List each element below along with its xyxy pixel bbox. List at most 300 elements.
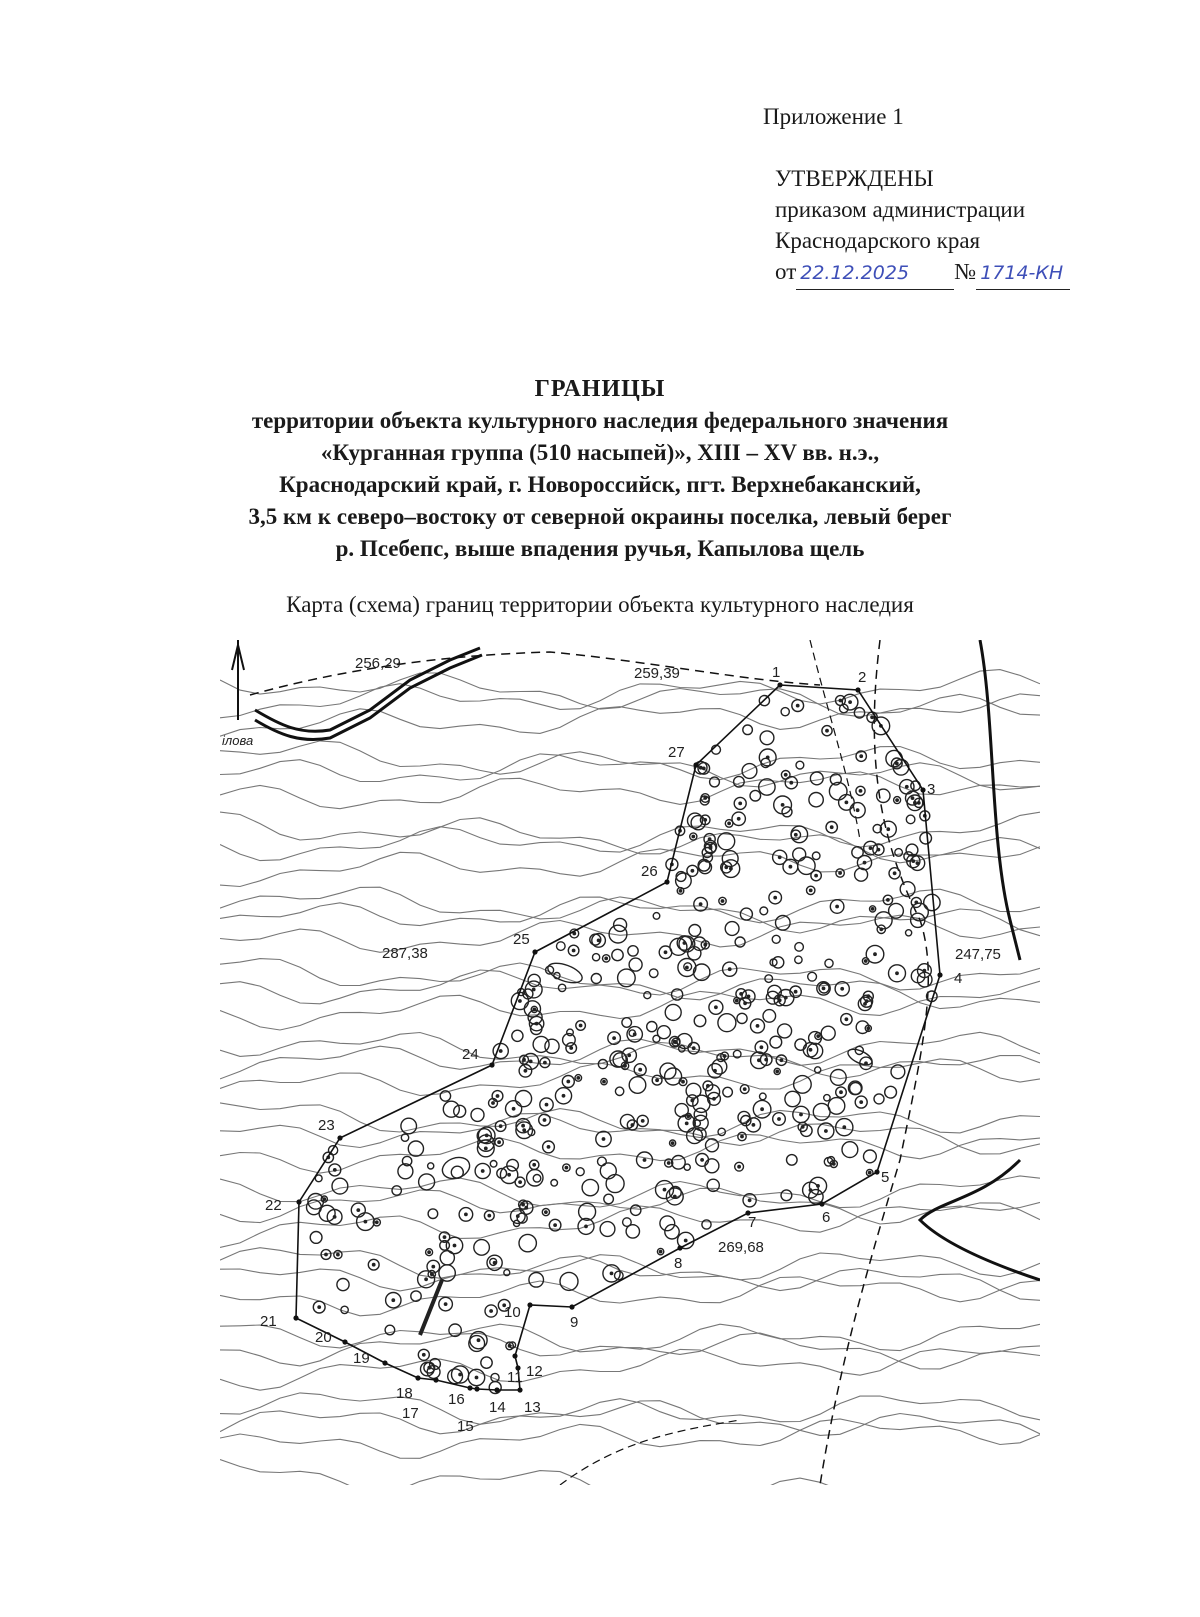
mound-center [825, 1130, 827, 1132]
mound-center [849, 701, 851, 703]
mound-center [859, 790, 861, 792]
elevation-label: 247,75 [955, 946, 1001, 963]
mound-center [545, 1103, 547, 1105]
mound-circle [558, 984, 565, 991]
mound-center [794, 991, 796, 993]
mound-center [610, 1272, 612, 1274]
mound-center [713, 1098, 715, 1100]
boundary-vertex [569, 1304, 574, 1309]
mound-center [693, 1047, 695, 1049]
mound-circle [763, 1010, 776, 1023]
mound-center [643, 1159, 645, 1161]
mound-center [687, 1115, 689, 1117]
contour-line [220, 670, 1040, 718]
mound-center [659, 1250, 661, 1252]
mound-center [860, 755, 862, 757]
vertex-number-label: 3 [927, 781, 936, 798]
mound-center [686, 966, 688, 968]
mound-circle [604, 1194, 614, 1204]
heading-line-5: р. Псебепс, выше впадения ручья, Капылова щель [335, 536, 865, 561]
mound-center [634, 1033, 636, 1035]
vertex-number-label: 9 [570, 1314, 579, 1331]
mound-center [809, 1049, 811, 1051]
mound-center [704, 819, 706, 821]
dashed-path-south [560, 1420, 740, 1485]
mound-circle [612, 949, 623, 960]
mound-circle [760, 731, 774, 745]
mound-center [871, 908, 873, 910]
mound-center [730, 867, 732, 869]
mound-center [508, 1174, 510, 1176]
mound-circle [920, 832, 932, 844]
heading-line-4: 3,5 км к северо–востоку от северной окраины поселка, левый берег [248, 504, 952, 529]
mound-circle [842, 1142, 858, 1158]
mound-center [781, 804, 783, 806]
mound-center [715, 1006, 717, 1008]
boundary-vertex [677, 1245, 682, 1250]
mound-center [523, 1129, 525, 1131]
vertex-number-label: 15 [457, 1418, 474, 1435]
mound-center [836, 905, 838, 907]
mound-circle [772, 957, 783, 968]
number-prefix: № [954, 259, 977, 284]
mound-center [444, 1303, 446, 1305]
contour-line [220, 1324, 1040, 1366]
mound-center [704, 944, 706, 946]
elevation-label: 287,38 [382, 945, 428, 962]
mound-circle [906, 815, 915, 824]
vertex-number-label: 12 [526, 1363, 543, 1380]
mound-center [701, 1159, 703, 1161]
boundary-vertex [415, 1375, 420, 1380]
mound-center [911, 797, 913, 799]
mound-circle [593, 954, 600, 961]
mound-center [323, 1198, 325, 1200]
mound-center [815, 874, 817, 876]
mound-center [785, 996, 787, 998]
mound-center [729, 968, 731, 970]
boundary-vertex [819, 1201, 824, 1206]
mound-center [533, 1164, 535, 1166]
mound-center [797, 704, 799, 706]
mound-center [679, 890, 681, 892]
mound-circle [895, 849, 903, 857]
boundary-vertex [855, 687, 860, 692]
mound-center [522, 1203, 524, 1205]
mound-circle [647, 1022, 657, 1032]
mound-circle [738, 1111, 750, 1123]
vertex-number-label: 14 [489, 1399, 506, 1416]
vertex-number-label: 11 [507, 1369, 523, 1386]
mound-circle [855, 868, 868, 881]
mound-center [522, 1125, 524, 1127]
mound-circle [512, 1030, 523, 1041]
mound-circle [791, 826, 808, 843]
mound-center [739, 802, 741, 804]
mound-center [800, 1113, 802, 1115]
mound-circle [515, 1091, 531, 1107]
mound-center [554, 1224, 556, 1226]
boundary-vertex [433, 1377, 438, 1382]
mound-center [337, 1253, 339, 1255]
mound-circle [782, 807, 792, 817]
date-prefix: от [775, 259, 797, 284]
mound-circle [628, 946, 638, 956]
vertex-number-label: 13 [524, 1399, 541, 1416]
mound-circle [606, 1175, 624, 1193]
mound-center [498, 1141, 500, 1143]
mound-center [774, 896, 776, 898]
boundary-vertex [474, 1386, 479, 1391]
mound-center [795, 834, 797, 836]
mound-center [704, 797, 706, 799]
mound-center [567, 1080, 569, 1082]
mound-center [863, 861, 865, 863]
boundary-map [220, 640, 1040, 1485]
mound-circle [449, 1324, 461, 1336]
mound-center [544, 1061, 546, 1063]
mound-circle [672, 1156, 686, 1170]
contour-line [220, 673, 1040, 717]
mound-center [841, 988, 843, 990]
mound-circle [770, 1036, 782, 1048]
mound-center [752, 1124, 754, 1126]
burial-mounds [307, 694, 941, 1393]
contour-line [220, 1460, 1040, 1486]
elevation-label: 269,68 [718, 1239, 764, 1256]
contour-line [220, 1419, 1040, 1458]
mound-circle [874, 1094, 884, 1104]
mound-circle [781, 708, 789, 716]
mound-center [517, 1215, 519, 1217]
river-bend [920, 1160, 1040, 1280]
contour-line [220, 1393, 1040, 1436]
mound-center [519, 1181, 521, 1183]
approval-line-2: приказом администрации [775, 197, 1026, 222]
vertex-number-label: 4 [954, 970, 963, 987]
mound-center [871, 716, 873, 718]
mound-center [493, 1262, 495, 1264]
boundary-vertex [494, 1387, 499, 1392]
mound-center [488, 1214, 490, 1216]
mound-center [492, 1102, 494, 1104]
mound-center [485, 1147, 487, 1149]
contour-line [220, 1059, 1040, 1096]
mound-center [639, 1069, 641, 1071]
mound-center [896, 972, 898, 974]
mound-circle [411, 1291, 421, 1301]
mound-ellipse [439, 1154, 472, 1182]
mound-circle [877, 789, 890, 802]
mound-center [674, 1195, 676, 1197]
mound-center [817, 1035, 819, 1037]
mound-circle [567, 1029, 574, 1036]
mound-circle [689, 925, 701, 937]
mound-center [570, 1047, 572, 1049]
mound-circle [705, 1159, 719, 1173]
mound-center [699, 903, 701, 905]
contour-line [220, 887, 1040, 936]
vertex-number-label: 23 [318, 1117, 335, 1134]
mound-center [765, 1058, 767, 1060]
mound-circle [653, 1035, 660, 1042]
mound-center [738, 818, 740, 820]
mound-center [565, 1166, 567, 1168]
mound-center [685, 1239, 687, 1241]
mound-center [585, 1225, 587, 1227]
mound-center [779, 856, 781, 858]
mound-center [496, 1095, 498, 1097]
mound-center [748, 1199, 750, 1201]
mound-center [373, 1264, 375, 1266]
mound-center [573, 932, 575, 934]
mound-center [432, 1265, 434, 1267]
boundary-vertex [467, 1385, 472, 1390]
mound-circle [796, 761, 804, 769]
vertex-number-label: 8 [674, 1255, 683, 1272]
mound-circle [428, 1209, 438, 1219]
mound-circle [401, 1118, 417, 1134]
mound-center [425, 1278, 427, 1280]
mound-circle [718, 1014, 736, 1032]
mound-center [605, 957, 607, 959]
appendix-label: Приложение 1 [763, 104, 904, 129]
mound-center [756, 1025, 758, 1027]
mound-center [392, 1299, 394, 1301]
mound-center [577, 1077, 579, 1079]
contour-line [220, 959, 1040, 1009]
mound-circle [850, 1083, 862, 1095]
mound-center [826, 730, 828, 732]
mound-circle [560, 1272, 578, 1290]
mound-circle [341, 1306, 348, 1313]
boundary-vertex [693, 762, 698, 767]
mound-center [728, 822, 730, 824]
boundary-vertex [937, 972, 942, 977]
mound-center [761, 1108, 763, 1110]
vertex-number-label: 1 [772, 664, 781, 681]
mound-center [810, 889, 812, 891]
mound-circle [481, 1357, 492, 1368]
mound-center [465, 1213, 467, 1215]
mound-center [869, 1172, 871, 1174]
heading-line-3: Краснодарский край, г. Новороссийск, пгт. Верхнебаканский, [279, 472, 921, 497]
mound-center [709, 847, 711, 849]
dashed-path [810, 640, 860, 840]
handwritten-date: 22.12.2025 [796, 258, 954, 290]
mound-circle [760, 1093, 767, 1100]
mound-circle [812, 852, 820, 860]
mound-center [318, 1306, 320, 1308]
mound-circle [337, 1279, 349, 1291]
mound-center [663, 1188, 665, 1190]
mound-center [423, 1354, 425, 1356]
mound-circle [794, 1076, 812, 1094]
elevation-label: 259,39 [634, 665, 680, 682]
territory-boundary [296, 685, 940, 1390]
mound-center [525, 1207, 527, 1209]
mound-circle [439, 1265, 455, 1281]
mound-center [683, 942, 685, 944]
place-name-fragment: ілова [222, 733, 254, 748]
vertex-number-label: 24 [462, 1046, 479, 1063]
mound-center [477, 1339, 479, 1341]
mound-circle [591, 974, 601, 984]
vertex-number-label: 7 [748, 1214, 757, 1231]
document-heading [150, 373, 1050, 565]
mound-circle [519, 1234, 536, 1251]
heading-title: ГРАНИЦЫ [534, 376, 666, 402]
mound-circle [778, 1024, 792, 1038]
boundary-vertex [920, 787, 925, 792]
mound-center [744, 1088, 746, 1090]
vertex-number-label: 5 [881, 1169, 890, 1186]
mound-circle [924, 894, 940, 910]
mound-circle [808, 972, 817, 981]
mound-center [785, 774, 787, 776]
mound-circle [598, 1157, 607, 1166]
mound-circle [385, 1325, 395, 1335]
mound-center [831, 826, 833, 828]
mound-circle [428, 1163, 434, 1169]
mound-circle [694, 964, 710, 980]
mound-circle [694, 1015, 706, 1027]
mound-circle [885, 1086, 897, 1098]
mound-center [603, 1080, 605, 1082]
mound-center [893, 872, 895, 874]
mound-circle [906, 930, 912, 936]
mound-center [357, 1209, 359, 1211]
mound-center [533, 1008, 535, 1010]
mound-center [887, 899, 889, 901]
mound-center [865, 960, 867, 962]
mound-circle [600, 1163, 616, 1179]
mound-center [543, 1119, 545, 1121]
mound-center [668, 1162, 670, 1164]
mound-center [822, 987, 824, 989]
mound-circle [408, 1141, 423, 1156]
mound-center [459, 1373, 461, 1375]
mound-circle [507, 1159, 519, 1171]
mound-center [691, 870, 693, 872]
boundary-vertex [874, 1169, 879, 1174]
trench-mark [420, 1280, 442, 1335]
vertex-number-label: 19 [353, 1350, 370, 1367]
mound-center [671, 1142, 673, 1144]
mound-circle [576, 1168, 584, 1176]
mound-circle [615, 1087, 623, 1095]
mound-center [602, 1138, 604, 1140]
mound-center [533, 988, 535, 990]
mound-center [562, 1095, 564, 1097]
mound-circle [392, 1186, 401, 1195]
mound-circle [545, 1039, 559, 1053]
vertex-number-label: 2 [858, 669, 867, 686]
mound-circle [795, 943, 804, 952]
boundary-vertex [293, 1315, 298, 1320]
mound-circle [629, 958, 642, 971]
mound-center [906, 786, 908, 788]
handwritten-number: 1714-КН [976, 258, 1070, 290]
mound-center [686, 1122, 688, 1124]
mound-circle [533, 1175, 541, 1183]
mound-circle [723, 1087, 733, 1097]
mound-center [767, 756, 769, 758]
mound-center [682, 1081, 684, 1083]
mound-circle [737, 1013, 747, 1023]
mound-circle [629, 1077, 646, 1094]
mound-center [714, 1070, 716, 1072]
mound-center [364, 1220, 366, 1222]
mound-center [428, 1251, 430, 1253]
mound-circle [665, 1004, 681, 1020]
mound-circle [828, 1098, 845, 1115]
contour-line [220, 1253, 1040, 1291]
heading-line-2: «Курганная группа (510 насыпей)», XIII – XV вв. н.э., [320, 440, 880, 465]
mound-center [856, 809, 858, 811]
mound-circle [419, 1174, 435, 1190]
mound-center [519, 1000, 521, 1002]
mound-center [325, 1253, 327, 1255]
vertex-number-label: 25 [513, 931, 530, 948]
mound-circle [665, 1225, 679, 1239]
boundary-vertex [489, 1062, 494, 1067]
mound-center [747, 995, 749, 997]
mound-circle [649, 969, 658, 978]
vertex-number-label: 16 [448, 1391, 465, 1408]
mound-center [486, 1134, 488, 1136]
mound-center [896, 799, 898, 801]
mound-circle [644, 992, 651, 999]
mound-center [736, 999, 738, 1001]
approval-line-1: УТВЕРЖДЕНЫ [775, 166, 934, 191]
mound-center [579, 1024, 581, 1026]
mound-circle [718, 833, 735, 850]
mound-circle [795, 956, 802, 963]
mound-center [887, 828, 889, 830]
vertex-number-label: 17 [402, 1405, 419, 1422]
boundary-vertex [512, 1353, 517, 1358]
mound-center [790, 782, 792, 784]
mound-circle [824, 1095, 830, 1101]
mound-circle [443, 1101, 459, 1117]
mound-circle [760, 907, 768, 915]
mound-circle [740, 908, 752, 920]
mound-center [547, 1146, 549, 1148]
mound-center [499, 1125, 501, 1127]
mound-center [738, 1166, 740, 1168]
boundary-vertex [342, 1339, 347, 1344]
mound-center [500, 1050, 502, 1052]
mound-center [675, 1041, 677, 1043]
boundary-vertex [527, 1302, 532, 1307]
contour-line [220, 1324, 1040, 1369]
mound-center [839, 699, 841, 701]
mound-center [523, 1059, 525, 1061]
mound-center [869, 847, 871, 849]
contour-line [220, 1277, 1040, 1316]
mound-center [776, 1070, 778, 1072]
mound-center [597, 939, 599, 941]
vertex-number-label: 22 [265, 1197, 282, 1214]
mound-center [475, 1376, 477, 1378]
mound-circle [600, 1222, 615, 1237]
mound-center [642, 1120, 644, 1122]
mound-circle [809, 793, 823, 807]
elevation-label: 256,29 [355, 655, 401, 672]
mound-center [723, 1055, 725, 1057]
mound-circle [653, 913, 660, 920]
